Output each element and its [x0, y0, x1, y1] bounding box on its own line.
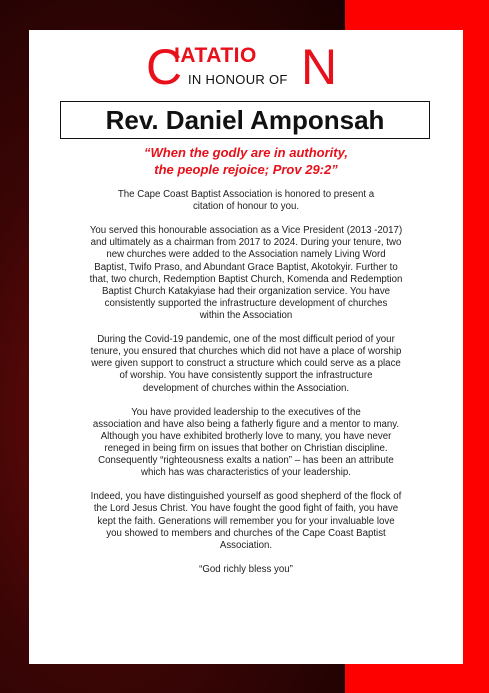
paragraph-line: You have provided leadership to the executives of the	[131, 406, 361, 418]
heading-word: IATATIO	[174, 44, 257, 67]
paragraph-line: citation of honour to you.	[192, 201, 300, 213]
paragraph-line: reneged in being firm on issues that bother on Christian discipline.	[104, 442, 388, 454]
paragraph-line: “God richly bless you”	[199, 563, 293, 575]
citation-paragraph	[49, 407, 443, 480]
paragraph-line: were given support to construct a structure which could serve as a place	[91, 358, 401, 370]
citation-heading	[29, 36, 463, 96]
paragraph-line: You served this honourable association as a Vice President (2013 -2017)	[89, 225, 403, 237]
paragraph-line: During the Covid-19 pandemic, one of the most difficult period of your	[97, 334, 395, 346]
paragraph-line: Indeed, you have distinguished yourself as good shepherd of the flock of	[90, 491, 402, 503]
citation-paragraph	[49, 564, 443, 576]
honoree-name-box	[60, 101, 430, 139]
paragraph-line: Baptist Church Katakyiase had their organization service. You have	[101, 285, 391, 297]
scripture-quote	[29, 144, 463, 178]
heading-subtitle: IN HONOUR OF	[188, 72, 288, 87]
paragraph-line: and ultimately as a chairman from 2017 to 2024. During your tenure, two	[90, 237, 402, 249]
quote-line-1: “When the godly are in authority,	[144, 145, 348, 160]
paragraph-line: kept the faith. Generations will remember you for your invaluable love	[97, 515, 395, 527]
citation-paragraph	[49, 491, 443, 551]
citation-card	[29, 30, 463, 664]
paragraph-line: within the Association	[199, 309, 293, 321]
paragraph-line: The Cape Coast Baptist Association is honored to present a	[117, 189, 375, 200]
citation-body	[49, 189, 443, 576]
paragraph-line: which has was characteristics of your leadership.	[141, 467, 351, 479]
paragraph-line: the Lord Jesus Christ. You have fought the good fight of faith, you have	[93, 503, 399, 515]
paragraph-line: you showed to members and churches of the Cape Coast Baptist	[106, 527, 386, 539]
paragraph-line: association and have also being a fatherly figure and a mentor to many.	[92, 418, 400, 430]
paragraph-line: that, two church, Redemption Baptist Church, Komenda and Redemption	[89, 273, 403, 285]
citation-paragraph	[49, 334, 443, 394]
heading-first-letter: C	[146, 39, 183, 95]
paragraph-line: of worship. You have consistently support the infrastructure	[119, 370, 373, 382]
paragraph-line: Consequently “righteousness exalts a nation” – has been an attribute	[98, 455, 394, 467]
paragraph-line: Association.	[219, 539, 273, 551]
paragraph-line: tenure, you ensured that churches which did not have a place of worship	[90, 346, 402, 358]
paragraph-line: consistently supported the infrastructure development of churches	[104, 297, 388, 309]
paragraph-line: development of churches within the Association.	[142, 382, 350, 394]
citation-paragraph	[49, 225, 443, 322]
paragraph-line: new churches were added to the Association namely Living Word	[106, 249, 386, 261]
paragraph-line: Although you have exhibited brotherly love to many, you have never	[100, 430, 392, 442]
heading-last-letter: N	[301, 39, 338, 95]
paragraph-line: Baptist, Twifo Praso, and Abundant Grace Baptist, Akotokyir. Further to	[94, 261, 398, 273]
quote-line-2: the people rejoice; Prov 29:2”	[154, 162, 338, 177]
honoree-name: Rev. Daniel Amponsah	[105, 104, 385, 135]
citation-paragraph	[49, 189, 443, 213]
